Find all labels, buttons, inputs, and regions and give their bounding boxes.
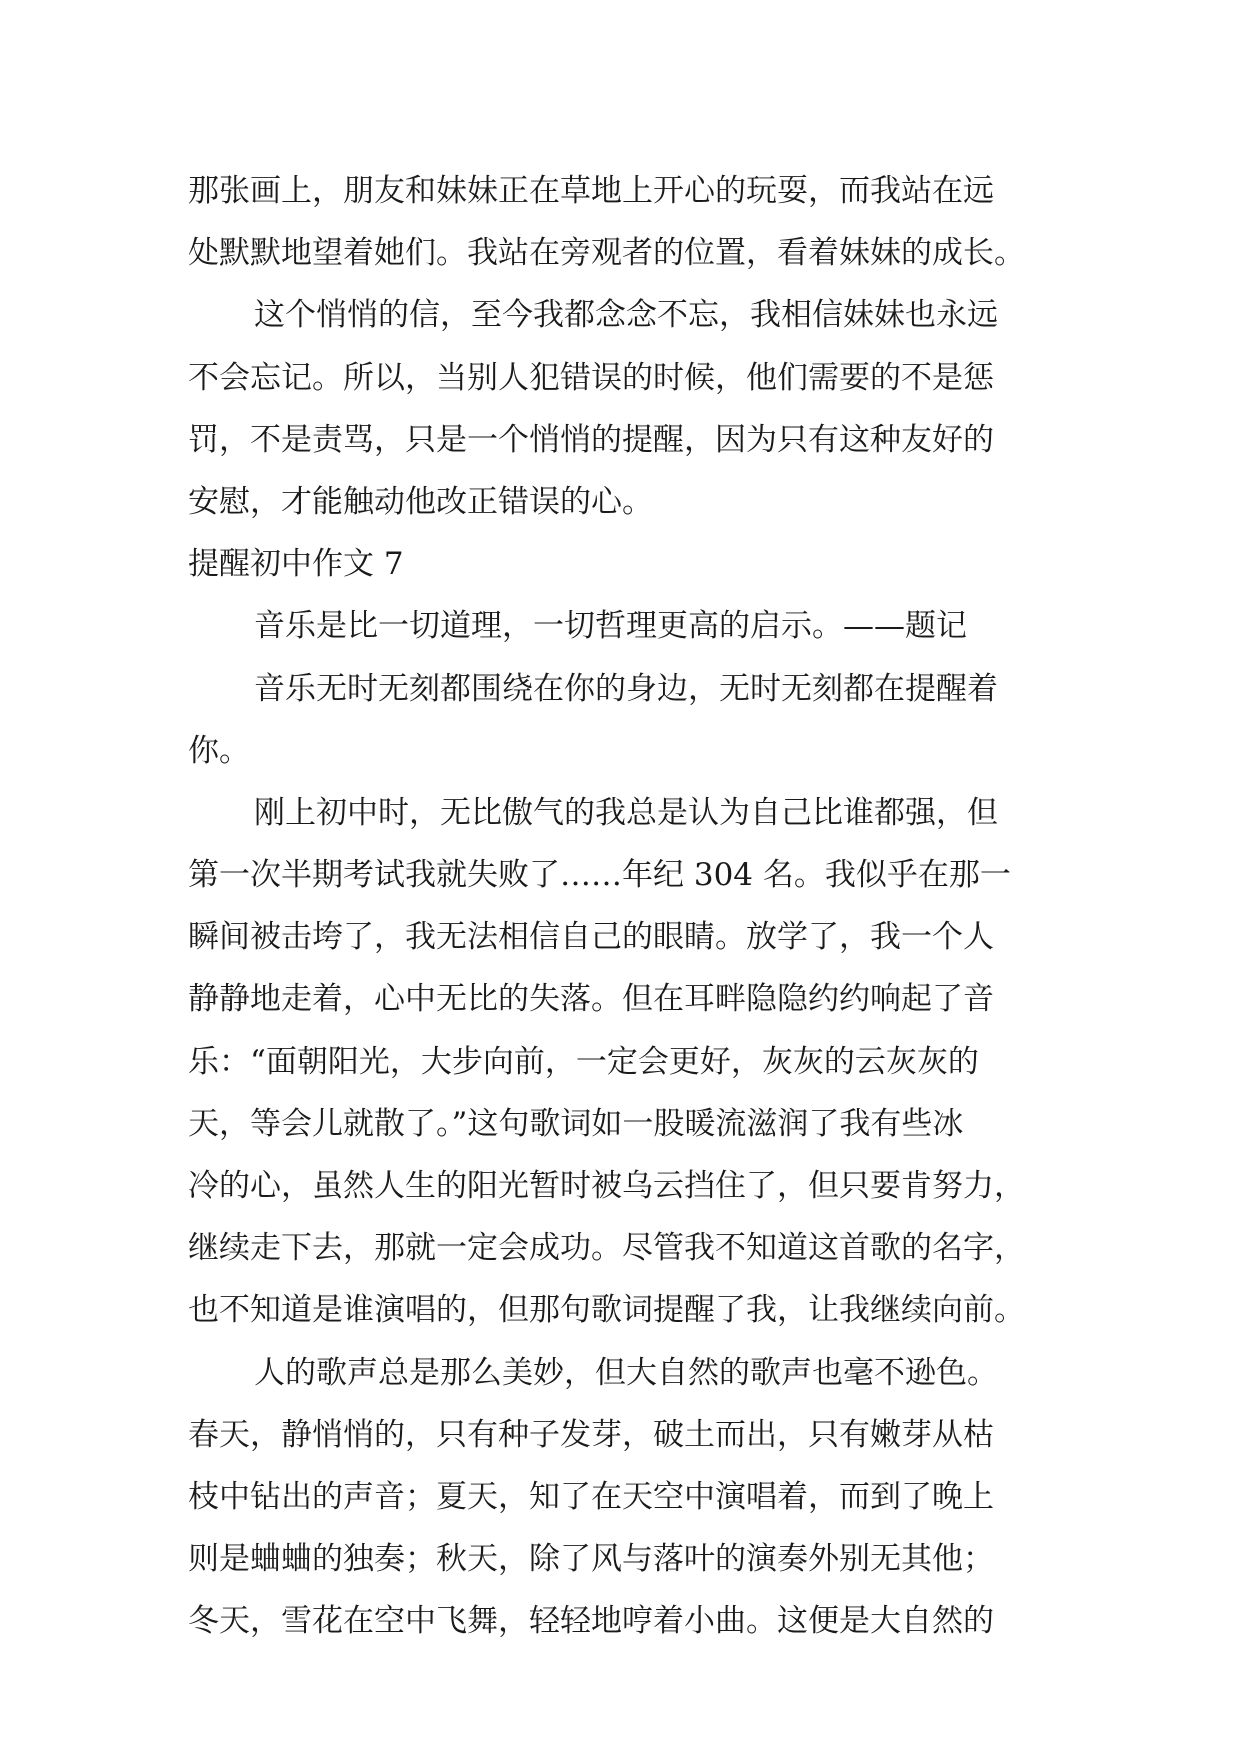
text-line: 枝中钻出的声音；夏天，知了在天空中演唱着，而到了晚上 bbox=[188, 1478, 994, 1515]
text-line: 也不知道是谁演唱的，但那句歌词提醒了我，让我继续向前。 bbox=[188, 1292, 1025, 1329]
text-line: 处默默地望着她们。我站在旁观者的位置，看着妹妹的成长。 bbox=[188, 235, 1025, 272]
document-body bbox=[188, 160, 1068, 1653]
text-line: 不会忘记。所以，当别人犯错误的时候，他们需要的不是惩 bbox=[188, 359, 994, 396]
text-line: 冬天，雪花在空中飞舞，轻轻地哼着小曲。这便是大自然的 bbox=[188, 1603, 994, 1640]
text-line: 冷的心，虽然人生的阳光暂时被乌云挡住了，但只要肯努力， bbox=[188, 1168, 1025, 1204]
text-line: 安慰，才能触动他改正错误的心。 bbox=[188, 483, 653, 520]
section-heading: 提醒初中作文 7 bbox=[188, 546, 404, 583]
text-line: 人的歌声总是那么美妙，但大自然的歌声也毫不逊色。 bbox=[254, 1354, 998, 1391]
text-line: 继续走下去，那就一定会成功。尽管我不知道这首歌的名字， bbox=[188, 1230, 1025, 1267]
text-line: 刚上初中时，无比傲气的我总是认为自己比谁都强，但 bbox=[254, 794, 998, 831]
text-line: 音乐无时无刻都围绕在你的身边，无时无刻都在提醒着 bbox=[254, 670, 998, 707]
text-line: 你。 bbox=[188, 732, 250, 769]
text-line: 那张画上，朋友和妹妹正在草地上开心的玩耍，而我站在远 bbox=[188, 173, 994, 209]
text-line: 乐：“面朝阳光，大步向前，一定会更好，灰灰的云灰灰的 bbox=[188, 1043, 979, 1080]
text-line: 春天，静悄悄的，只有种子发芽，破土而出，只有嫩芽从枯 bbox=[188, 1416, 994, 1453]
text-line: 天，等会儿就散了。”这句歌词如一股暖流滋润了我有些冰 bbox=[188, 1105, 964, 1142]
text-line: 静静地走着，心中无比的失落。但在耳畔隐隐约约响起了音 bbox=[188, 981, 994, 1018]
text-line: 瞬间被击垮了，我无法相信自己的眼睛。放学了，我一个人 bbox=[188, 919, 994, 956]
text-line: 则是蛐蛐的独奏；秋天，除了风与落叶的演奏外别无其他； bbox=[188, 1541, 994, 1578]
text-line: 音乐是比一切道理，一切哲理更高的启示。——题记 bbox=[254, 608, 967, 645]
text-line: 罚，不是责骂，只是一个悄悄的提醒，因为只有这种友好的 bbox=[188, 421, 994, 458]
text-line: 第一次半期考试我就失败了……年纪 304 名。我似乎在那一 bbox=[188, 857, 1011, 894]
text-line: 这个悄悄的信，至今我都念念不忘，我相信妹妹也永远 bbox=[254, 297, 998, 334]
